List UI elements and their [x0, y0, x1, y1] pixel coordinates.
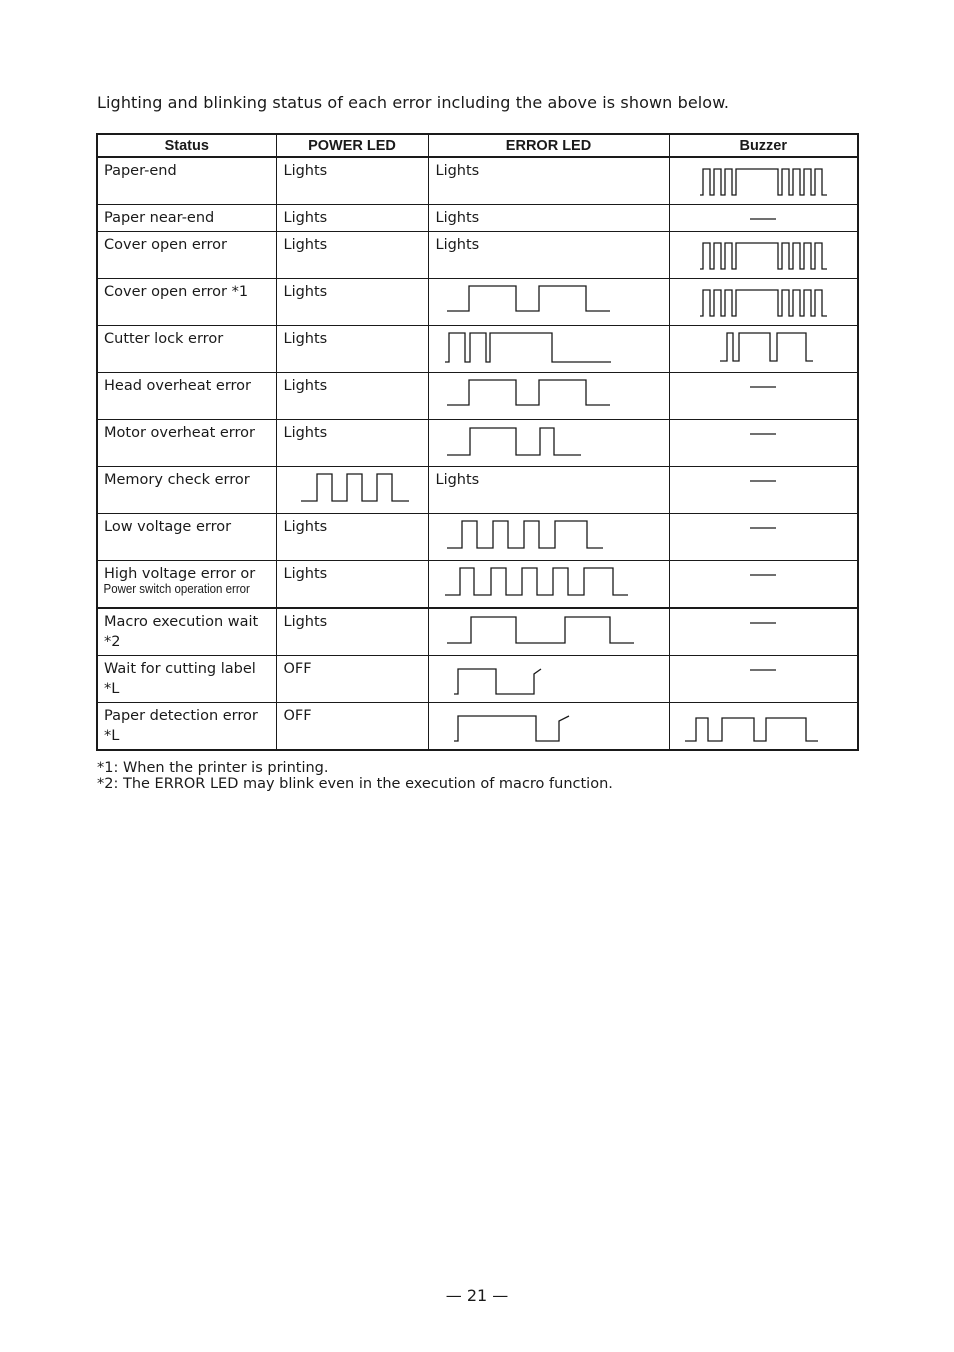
- error-led-blink-pattern-line: [447, 380, 610, 405]
- power-led-state-cell: [276, 373, 428, 420]
- table-row: [97, 326, 858, 373]
- power-led-state: Lights: [283, 425, 328, 441]
- status-label: Low voltage error: [104, 519, 232, 535]
- buzzer-pattern: [670, 326, 859, 372]
- error-led-blink-pattern: [429, 703, 670, 749]
- error-led-state: Lights: [435, 237, 480, 253]
- error-led-blink-pattern-line: [454, 716, 569, 741]
- error-led-cell: [428, 561, 669, 609]
- error-led-blink-pattern: [429, 326, 670, 372]
- power-led-state: Lights: [283, 378, 328, 394]
- status-label-cell: [97, 326, 276, 373]
- buzzer-pattern-line: [720, 333, 813, 361]
- buzzer-cell: [669, 420, 858, 467]
- status-label: Paper near-end: [104, 210, 215, 226]
- footnotes: [97, 760, 613, 792]
- status-label-cell: [97, 157, 276, 205]
- power-led-state: Lights: [283, 284, 328, 300]
- buzzer-cell: [669, 279, 858, 326]
- buzzer-pattern: [670, 279, 859, 325]
- power-led-state-cell: [276, 420, 428, 467]
- status-label-cell: [97, 514, 276, 561]
- status-label-cell: [97, 656, 276, 703]
- buzzer-cell: [669, 232, 858, 279]
- status-label-cell: [97, 703, 276, 751]
- power-led-blink-pattern-line: [301, 474, 409, 501]
- error-status-table: [96, 133, 859, 751]
- status-label: Paper-end: [104, 163, 177, 179]
- buzzer-off-pattern: [670, 609, 859, 655]
- status-label-cell: [97, 467, 276, 514]
- table-row: [97, 561, 858, 609]
- status-label: Cover open error: [104, 237, 227, 253]
- error-led-blink-pattern: [429, 373, 670, 419]
- error-led-blink-pattern-line: [447, 521, 603, 548]
- error-led-state: Lights: [435, 163, 480, 179]
- footnote: *2: The ERROR LED may blink even in the execution of macro function.: [97, 776, 613, 792]
- status-label-cell: [97, 232, 276, 279]
- buzzer-cell: [669, 703, 858, 751]
- power-led-state: Lights: [283, 331, 328, 347]
- error-led-cell: [428, 608, 669, 656]
- table-row: [97, 656, 858, 703]
- error-led-blink-pattern-line: [445, 333, 611, 362]
- status-label: Memory check error: [104, 472, 250, 488]
- power-led-blink-pattern: [277, 467, 429, 513]
- power-led-state-cell: [276, 703, 428, 751]
- table-row: [97, 373, 858, 420]
- power-led-state-cell: [276, 656, 428, 703]
- table-row: [97, 232, 858, 279]
- status-label-cell: [97, 373, 276, 420]
- power-led-state-cell: [276, 514, 428, 561]
- buzzer-cell: [669, 326, 858, 373]
- table-row: [97, 514, 858, 561]
- error-led-state-cell: [428, 157, 669, 205]
- intro-text: Lighting and blinking status of each error including the above is shown below.: [97, 93, 730, 112]
- buzzer-cell: [669, 373, 858, 420]
- buzzer-off-pattern: [670, 373, 859, 419]
- error-led-cell: [428, 514, 669, 561]
- power-led-state-cell: [276, 326, 428, 373]
- buzzer-pattern-line: [700, 243, 827, 269]
- status-label-cell: [97, 561, 276, 609]
- buzzer-cell: [669, 467, 858, 514]
- table-row: [97, 608, 858, 656]
- power-led-state: Lights: [283, 163, 328, 179]
- error-led-blink-pattern-line: [445, 568, 628, 595]
- power-led-state: Lights: [283, 519, 328, 535]
- power-led-state: Lights: [283, 614, 328, 630]
- error-led-blink-pattern: [429, 561, 670, 607]
- power-led-state-cell: [276, 279, 428, 326]
- buzzer-pattern: [670, 703, 859, 749]
- header-status: Status: [97, 134, 276, 157]
- power-led-state-cell: [276, 205, 428, 232]
- error-led-cell: [428, 703, 669, 751]
- header-buzzer: Buzzer: [669, 134, 858, 157]
- status-label-cell: [97, 608, 276, 656]
- power-led-state: Lights: [283, 210, 328, 226]
- buzzer-off-pattern: [670, 420, 859, 466]
- power-led-state: OFF: [283, 708, 312, 724]
- buzzer-cell: [669, 561, 858, 609]
- power-led-state-cell: [276, 232, 428, 279]
- header-error-led: ERROR LED: [428, 134, 669, 157]
- error-led-state-cell: [428, 205, 669, 232]
- buzzer-cell: [669, 514, 858, 561]
- status-label: Motor overheat error: [104, 425, 255, 441]
- table-row: [97, 279, 858, 326]
- error-led-blink-pattern: [429, 514, 670, 560]
- table-row: [97, 157, 858, 205]
- buzzer-pattern: [670, 232, 859, 278]
- error-led-blink-pattern: [429, 656, 670, 702]
- buzzer-cell: [669, 205, 858, 232]
- status-label-cell: [97, 205, 276, 232]
- status-label: Wait for cutting label *L: [104, 661, 256, 697]
- buzzer-off-pattern: [670, 561, 859, 607]
- status-sublabel: Power switch operation error: [103, 582, 250, 596]
- error-led-blink-pattern: [429, 279, 670, 325]
- header-power-led: POWER LED: [276, 134, 428, 157]
- buzzer-pattern: [670, 158, 859, 204]
- power-led-state-cell: [276, 608, 428, 656]
- error-led-state: Lights: [435, 472, 480, 488]
- table-row: [97, 420, 858, 467]
- table-row: [97, 205, 858, 232]
- error-led-blink-pattern: [429, 609, 670, 655]
- status-label: Cover open error *1: [104, 284, 249, 300]
- error-led-cell: [428, 420, 669, 467]
- power-led-cell: [276, 467, 428, 514]
- error-led-state: Lights: [435, 210, 480, 226]
- error-led-cell: [428, 656, 669, 703]
- error-led-blink-pattern-line: [454, 669, 541, 694]
- error-led-blink-pattern: [429, 420, 670, 466]
- status-label: Macro execution wait *2: [104, 614, 259, 650]
- status-label: Paper detection error *L: [104, 708, 258, 744]
- footnote: *1: When the printer is printing.: [97, 760, 329, 776]
- power-led-state: Lights: [283, 237, 328, 253]
- status-label: Head overheat error: [104, 378, 251, 394]
- table-row: [97, 467, 858, 514]
- error-led-blink-pattern-line: [447, 617, 634, 643]
- buzzer-pattern-line: [700, 290, 827, 316]
- status-label: High voltage error or: [104, 566, 256, 582]
- buzzer-cell: [669, 157, 858, 205]
- page-number: — 21 —: [445, 1286, 509, 1305]
- buzzer-cell: [669, 656, 858, 703]
- error-led-cell: [428, 279, 669, 326]
- buzzer-off-pattern: [670, 514, 859, 560]
- status-label: Cutter lock error: [104, 331, 224, 347]
- buzzer-off-pattern: [670, 656, 859, 702]
- error-led-state-cell: [428, 232, 669, 279]
- table-row: [97, 703, 858, 751]
- power-led-state-cell: [276, 561, 428, 609]
- table-body: [97, 157, 858, 750]
- buzzer-pattern-line: [700, 169, 827, 195]
- table-header-row: [97, 134, 858, 157]
- buzzer-cell: [669, 608, 858, 656]
- status-label-cell: [97, 420, 276, 467]
- buzzer-off-pattern: [670, 467, 859, 513]
- error-led-state-cell: [428, 467, 669, 514]
- power-led-state: Lights: [283, 566, 328, 582]
- error-led-cell: [428, 326, 669, 373]
- error-led-cell: [428, 373, 669, 420]
- error-led-blink-pattern-line: [447, 286, 610, 311]
- error-led-blink-pattern-line: [447, 428, 581, 455]
- status-label-cell: [97, 279, 276, 326]
- power-led-state: OFF: [283, 661, 312, 677]
- power-led-state-cell: [276, 157, 428, 205]
- buzzer-pattern-line: [685, 718, 818, 741]
